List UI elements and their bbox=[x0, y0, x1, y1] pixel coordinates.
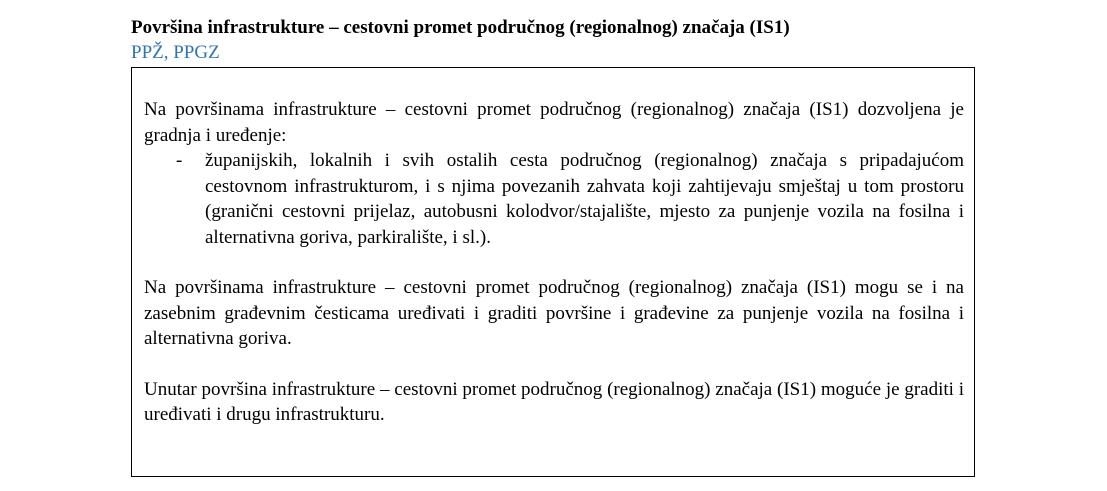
bullet-marker: - bbox=[176, 150, 183, 171]
list-item bbox=[144, 148, 964, 250]
spacer bbox=[144, 250, 964, 275]
paragraph-intro: Na površinama infrastrukture – cestovni promet područnog (regionalnog) značaja (IS1) dozvoljena je gradnja i uređenje: bbox=[144, 99, 964, 146]
bullet-text: županijskih, lokalnih i svih ostalih cesta područnog (regionalnog) značaja s pripadajućom cestovnom infrastrukturom, i s njima povezanih zahvata koji zahtijevaju smještaj u tom prostoru (granični cestovni prijelaz, autobusni kolodvor/stajalište, mjesto za punjenje vozila na fosilna i alternativna goriva, parkiralište, i sl.). bbox=[205, 150, 964, 248]
paragraph-3: Unutar površina infrastrukture – cestovni promet područnog (regionalnog) značaja (IS1) moguće je graditi i uređivati i drugu infrastrukturu. bbox=[144, 378, 964, 425]
spacer bbox=[144, 352, 964, 377]
document-title: Površina infrastrukture – cestovni promet područnog (regionalnog) značaja (IS1) bbox=[131, 17, 790, 38]
document-subtitle: PPŽ, PPGZ bbox=[131, 42, 220, 63]
paragraph-2: Na površinama infrastrukture – cestovni promet područnog (regionalnog) značaja (IS1) mogu se i na zasebnim građevnim česticama uređivati i graditi površine i građevine za punjenje vozila na fosilna i alternativna goriva. bbox=[144, 277, 964, 349]
content-box bbox=[131, 67, 975, 477]
content-body bbox=[144, 97, 964, 428]
